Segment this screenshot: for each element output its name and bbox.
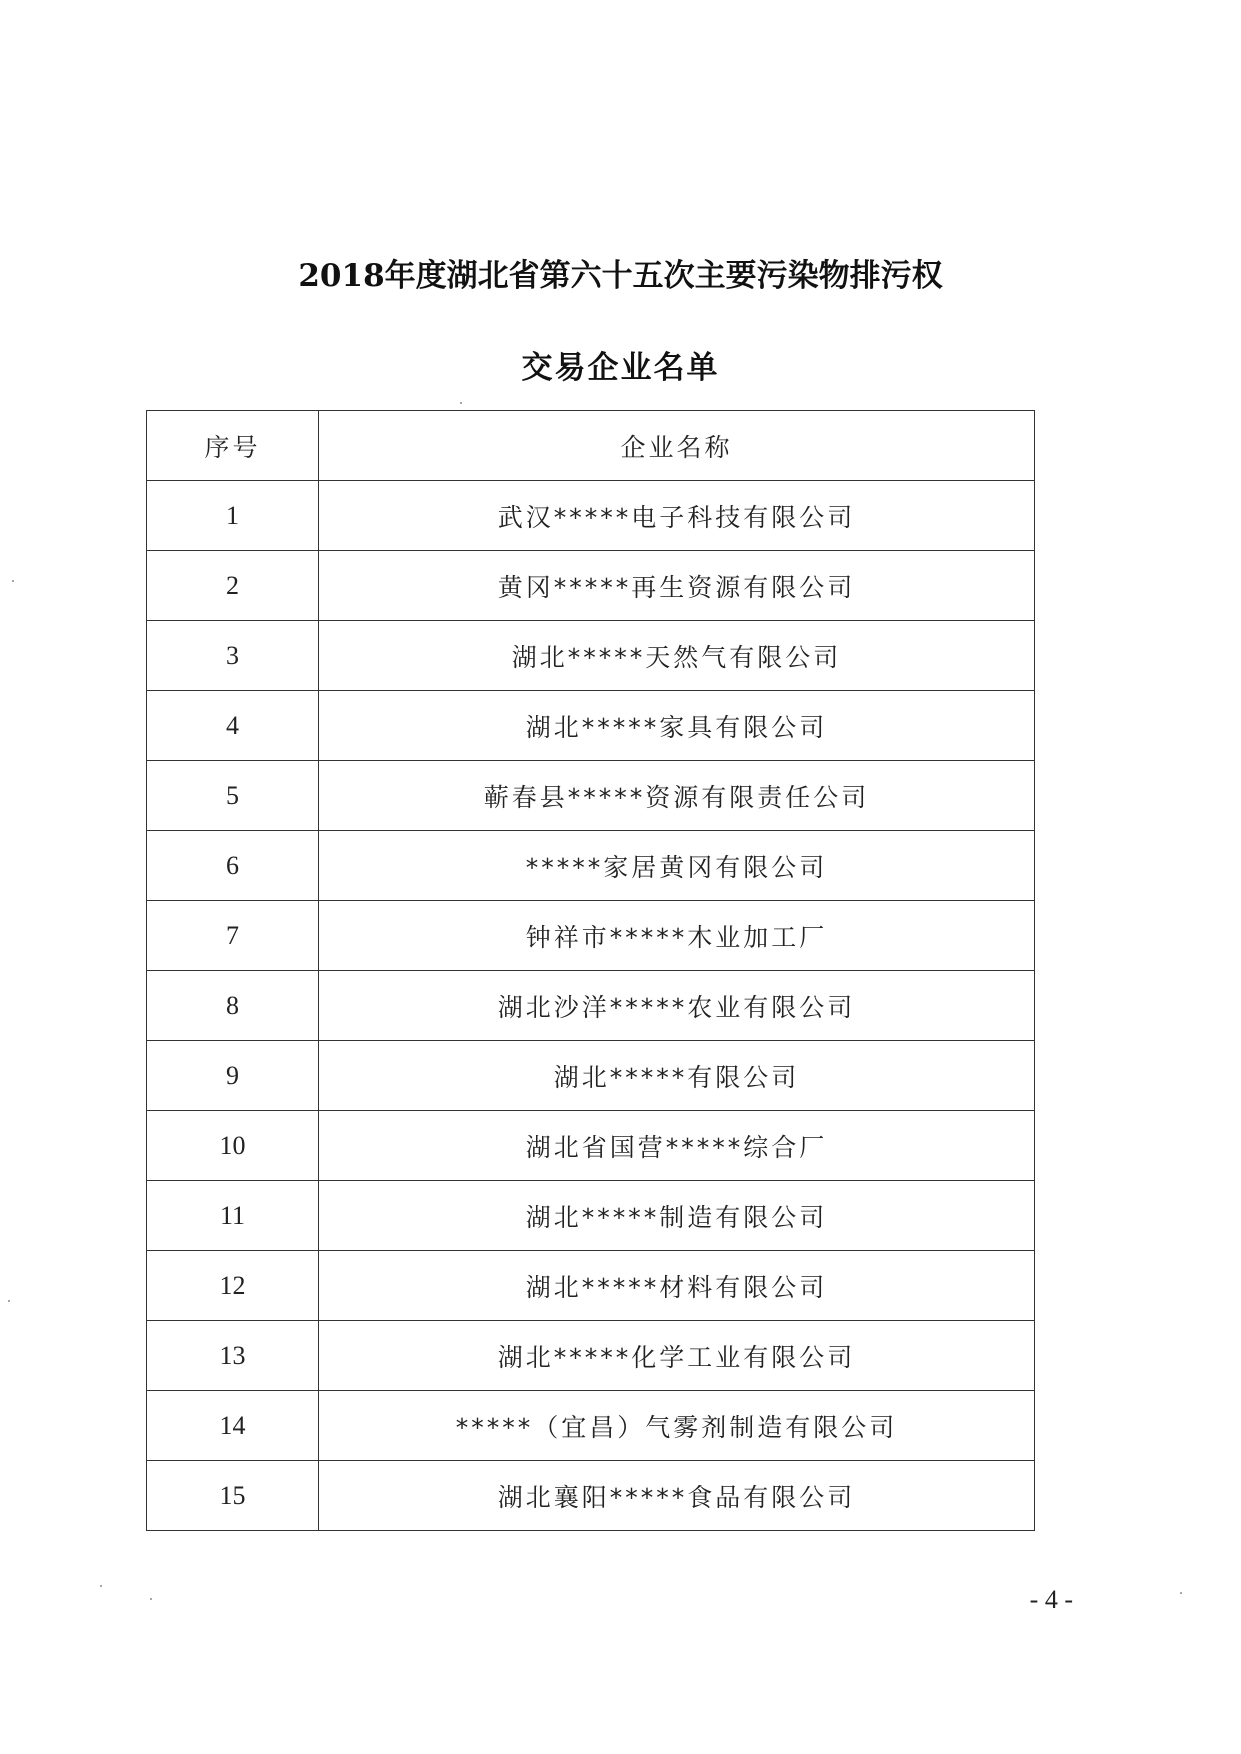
row-company-name: 湖北沙洋*****农业有限公司	[319, 971, 1035, 1041]
table-row	[147, 621, 1035, 691]
row-company-name: 黄冈*****再生资源有限公司	[319, 551, 1035, 621]
row-company-name: 湖北*****材料有限公司	[319, 1251, 1035, 1321]
row-index: 10	[147, 1111, 319, 1181]
row-company-name: 湖北省国营*****综合厂	[319, 1111, 1035, 1181]
row-company-name: 湖北*****化学工业有限公司	[319, 1321, 1035, 1391]
row-index: 7	[147, 901, 319, 971]
table-row	[147, 1321, 1035, 1391]
scan-speck	[1180, 1592, 1182, 1594]
row-company-name: 湖北*****制造有限公司	[319, 1181, 1035, 1251]
scan-speck	[150, 1598, 152, 1600]
table-row	[147, 761, 1035, 831]
row-company-name: 湖北襄阳*****食品有限公司	[319, 1461, 1035, 1531]
table-row	[147, 1251, 1035, 1321]
row-company-name: 武汉*****电子科技有限公司	[319, 481, 1035, 551]
scan-speck	[460, 402, 462, 404]
row-index: 4	[147, 691, 319, 761]
row-index: 9	[147, 1041, 319, 1111]
row-index: 5	[147, 761, 319, 831]
row-company-name: *****（宜昌）气雾剂制造有限公司	[319, 1391, 1035, 1461]
company-list-table	[146, 410, 1035, 1531]
row-company-name: 蕲春县*****资源有限责任公司	[319, 761, 1035, 831]
row-index: 6	[147, 831, 319, 901]
row-company-name: *****家居黄冈有限公司	[319, 831, 1035, 901]
row-company-name: 湖北*****天然气有限公司	[319, 621, 1035, 691]
table-row	[147, 1461, 1035, 1531]
table-row	[147, 1181, 1035, 1251]
scan-speck	[12, 580, 14, 582]
table-row	[147, 481, 1035, 551]
row-index: 15	[147, 1461, 319, 1531]
table-row	[147, 1391, 1035, 1461]
document-subtitle: 交易企业名单	[521, 350, 720, 386]
table-row	[147, 1111, 1035, 1181]
row-company-name: 湖北*****家具有限公司	[319, 691, 1035, 761]
table-row	[147, 831, 1035, 901]
header-company-name: 企业名称	[319, 411, 1035, 481]
row-index: 11	[147, 1181, 319, 1251]
row-index: 3	[147, 621, 319, 691]
page-number: - 4 -	[1029, 1585, 1073, 1614]
table-row	[147, 1041, 1035, 1111]
row-company-name: 湖北*****有限公司	[319, 1041, 1035, 1111]
table-row	[147, 691, 1035, 761]
row-index: 13	[147, 1321, 319, 1391]
table-row	[147, 901, 1035, 971]
header-index: 序号	[147, 411, 319, 481]
document-title: 2018年度湖北省第六十五次主要污染物排污权	[298, 258, 943, 294]
row-index: 12	[147, 1251, 319, 1321]
table-header-row	[147, 411, 1035, 481]
scan-speck	[8, 1300, 10, 1302]
row-company-name: 钟祥市*****木业加工厂	[319, 901, 1035, 971]
row-index: 2	[147, 551, 319, 621]
table-row	[147, 551, 1035, 621]
row-index: 14	[147, 1391, 319, 1461]
row-index: 1	[147, 481, 319, 551]
scan-speck	[100, 1585, 102, 1587]
row-index: 8	[147, 971, 319, 1041]
table-row	[147, 971, 1035, 1041]
